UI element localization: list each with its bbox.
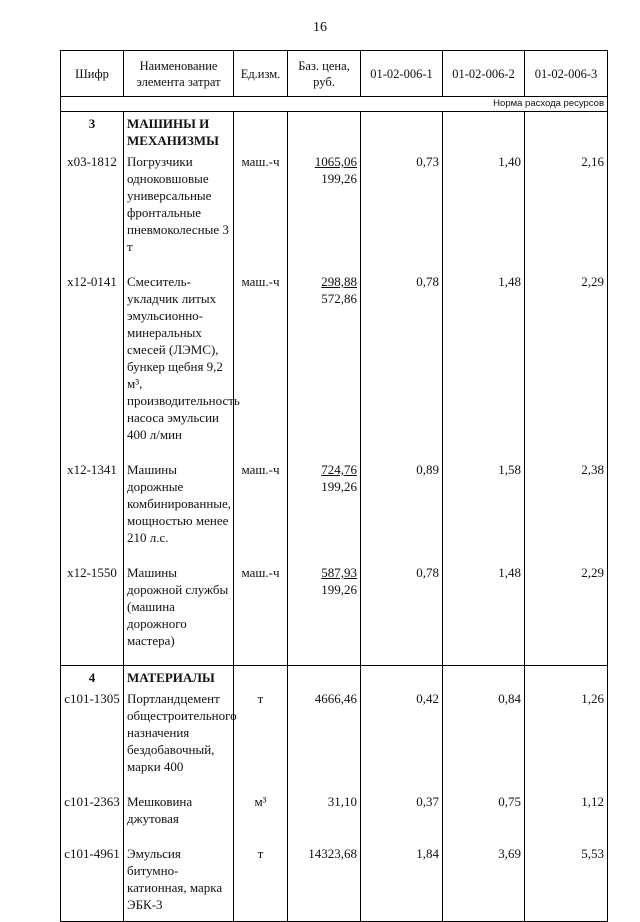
header-name: Наименование элемента затрат xyxy=(124,51,234,97)
row-unit: т xyxy=(234,843,288,915)
row-code: х12-1550 xyxy=(61,562,124,666)
row-value-3: 2,29 xyxy=(525,271,608,459)
price-sub: 199,26 xyxy=(321,171,357,186)
row-value-3: 1,26 xyxy=(525,688,608,791)
row-value-3: 5,53 xyxy=(525,843,608,915)
row-unit: маш.-ч xyxy=(234,151,288,271)
row-name: Машины дорожной службы (машина дорожного мастера) xyxy=(124,562,234,666)
row-price: 4666,46 xyxy=(288,688,361,791)
header-price: Баз. цена, руб. xyxy=(288,51,361,97)
section-row xyxy=(61,666,608,689)
price-sub: 199,26 xyxy=(321,582,357,597)
price-sub: 572,86 xyxy=(321,291,357,306)
price-main: 298,88 xyxy=(321,274,357,289)
row-code: с101-4961 xyxy=(61,843,124,915)
row-value-2: 3,69 xyxy=(443,843,525,915)
table-row xyxy=(61,459,608,562)
header-col3: 01-02-006-3 xyxy=(525,51,608,97)
price-sub: 199,26 xyxy=(321,479,357,494)
row-name: Погрузчики одноковшовые универсальные фронтальные пневмоколесные 3 т xyxy=(124,151,234,271)
row-price: 31,10 xyxy=(288,791,361,843)
row-value-1: 0,78 xyxy=(361,562,443,666)
row-value-3: 1,12 xyxy=(525,791,608,843)
price-main: 1065,06 xyxy=(314,154,357,169)
row-unit: т xyxy=(234,688,288,791)
row-value-1: 1,84 xyxy=(361,843,443,915)
resource-norms-table xyxy=(60,50,608,922)
row-value-3: 2,38 xyxy=(525,459,608,562)
row-price xyxy=(288,151,361,271)
header-unit: Ед.изм. xyxy=(234,51,288,97)
norm-label: Норма расхода ресурсов xyxy=(61,97,608,112)
row-value-2: 1,48 xyxy=(443,562,525,666)
row-price xyxy=(288,271,361,459)
header-col1: 01-02-006-1 xyxy=(361,51,443,97)
table-row xyxy=(61,562,608,666)
row-value-1: 0,89 xyxy=(361,459,443,562)
row-price: 14323,68 xyxy=(288,843,361,915)
row-value-2: 0,75 xyxy=(443,791,525,843)
row-value-2: 0,84 xyxy=(443,688,525,791)
row-name: Машины дорожные комбинированные, мощностью менее 210 л.с. xyxy=(124,459,234,562)
page-number: 16 xyxy=(313,20,327,35)
section-title: МАШИНЫ И МЕХАНИЗМЫ xyxy=(124,112,234,152)
table-row xyxy=(61,151,608,271)
row-name: Портландцемент общестроительного назначения бездобавочный, марки 400 xyxy=(124,688,234,791)
row-value-3: 2,29 xyxy=(525,562,608,666)
row-name: Эмульсия битумно-катионная, марка ЭБК-3 xyxy=(124,843,234,915)
row-name: Мешковина джутовая xyxy=(124,791,234,843)
row-code: с101-1305 xyxy=(61,688,124,791)
row-name: Смеситель-укладчик литых эмульсионно-минеральных смесей (ЛЭМС), бункер щебня 9,2 м³, производительность насоса эмульсии 400 л/мин xyxy=(124,271,234,459)
row-unit: маш.-ч xyxy=(234,271,288,459)
row-price xyxy=(288,562,361,666)
section-code: 3 xyxy=(61,112,124,152)
row-value-1: 0,78 xyxy=(361,271,443,459)
row-value-2: 1,58 xyxy=(443,459,525,562)
row-unit: м³ xyxy=(234,791,288,843)
row-code: х12-1341 xyxy=(61,459,124,562)
table-row xyxy=(61,271,608,459)
row-value-1: 0,73 xyxy=(361,151,443,271)
table-end-row xyxy=(61,915,608,922)
row-code: х12-0141 xyxy=(61,271,124,459)
row-unit: маш.-ч xyxy=(234,562,288,666)
row-value-1: 0,42 xyxy=(361,688,443,791)
table-row xyxy=(61,843,608,915)
section-code: 4 xyxy=(61,666,124,689)
price-main: 724,76 xyxy=(321,462,357,477)
section-title: МАТЕРИАЛЫ xyxy=(124,666,234,689)
table-header-row xyxy=(61,51,608,97)
header-col2: 01-02-006-2 xyxy=(443,51,525,97)
row-value-1: 0,37 xyxy=(361,791,443,843)
row-value-2: 1,48 xyxy=(443,271,525,459)
row-value-3: 2,16 xyxy=(525,151,608,271)
table-row xyxy=(61,791,608,843)
norm-label-row xyxy=(61,97,608,112)
row-value-2: 1,40 xyxy=(443,151,525,271)
section-row xyxy=(61,112,608,152)
price-main: 587,93 xyxy=(321,565,357,580)
row-unit: маш.-ч xyxy=(234,459,288,562)
row-code: с101-2363 xyxy=(61,791,124,843)
table-row xyxy=(61,688,608,791)
row-code: х03-1812 xyxy=(61,151,124,271)
header-code: Шифр xyxy=(61,51,124,97)
row-price xyxy=(288,459,361,562)
